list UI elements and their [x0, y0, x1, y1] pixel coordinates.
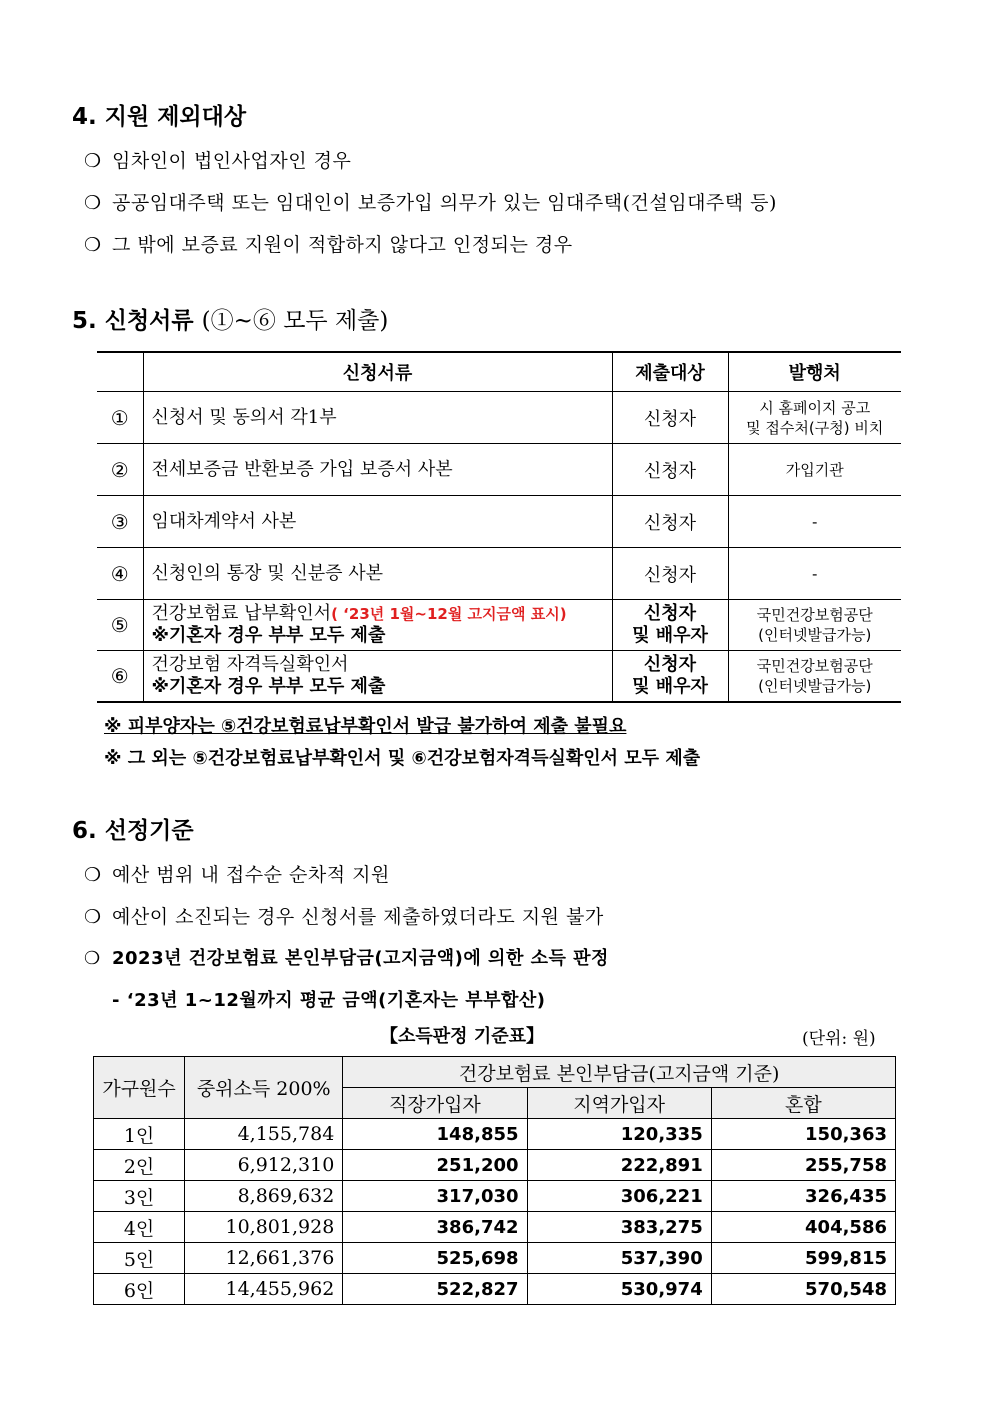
bullet-icon: ❍: [84, 864, 102, 886]
bullet-icon: ❍: [84, 234, 102, 256]
table-row: 2인 6,912,310 251,200 222,891 255,758: [94, 1150, 896, 1181]
table-row: ① 신청서 및 동의서 각1부 신청자 시 홈페이지 공고 및 접수처(구청) 비치: [97, 392, 901, 444]
list-item: ❍ 예산 범위 내 접수순 순차적 지원: [84, 864, 390, 886]
table-title: 【소득판정 기준표】: [380, 1026, 544, 1047]
table-row: 4인 10,801,928 386,742 383,275 404,586: [94, 1212, 896, 1243]
bullet-icon: ❍: [84, 906, 102, 928]
table-row: ⑥ 건강보험 자격득실확인서 ※기혼자 경우 부부 모두 제출 신청자 및 배우자 국민건강보험공단 (인터넷발급가능): [97, 651, 901, 703]
section5-title: 5. 신청서류 (①~⑥ 모두 제출): [72, 308, 389, 334]
list-item: ❍ 예산이 소진되는 경우 신청서를 제출하였더라도 지원 불가: [84, 906, 604, 928]
header-issuer: 발행처: [728, 352, 901, 392]
header-docs: 신청서류: [143, 352, 612, 392]
income-table: 가구원수 중위소득 200% 건강보험료 본인부담금(고지금액 기준) 직장가입자 지역가입자 혼합 1인 4,155,784 148,855 120,335 150,363 2인 6,912,310 251,200 222,891 255,758 3인 8,869,632 317,030 306,221 326,435 4인 10,801,928 386,742 383,275 404,586 5인 12,661,376 525,698 537,390 599,815 6인 14,455,962 522,827 530,974 570,548: [93, 1056, 896, 1305]
table-row: 5인 12,661,376 525,698 537,390 599,815: [94, 1243, 896, 1274]
list-item: ❍ 그 밖에 보증료 지원이 적합하지 않다고 인정되는 경우: [84, 234, 573, 256]
bullet-icon: ❍: [84, 192, 102, 214]
table-row: ④ 신청인의 통장 및 신분증 사본 신청자 -: [97, 548, 901, 600]
list-item: ❍ 2023년 건강보험료 본인부담금(고지금액)에 의한 소득 판정: [84, 948, 609, 969]
section4-title: 4. 지원 제외대상: [72, 104, 247, 130]
table-row: 3인 8,869,632 317,030 306,221 326,435: [94, 1181, 896, 1212]
table-row: 6인 14,455,962 522,827 530,974 570,548: [94, 1274, 896, 1305]
documents-table: [97, 351, 901, 703]
bullet-icon: ❍: [84, 948, 101, 969]
table-row: ⑤ 건강보험료 납부확인서( ‘23년 1월~12월 고지금액 표시) ※기혼자 경우 부부 모두 제출 신청자 및 배우자 국민건강보험공단 (인터넷발급가능): [97, 600, 901, 651]
list-item: ❍ 공공임대주택 또는 임대인이 보증가입 의무가 있는 임대주택(건설임대주택 등): [84, 192, 777, 214]
bullet-icon: ❍: [84, 150, 102, 172]
section6-title: 6. 선정기준: [72, 818, 194, 844]
note-dependents: ※ 피부양자는 ⑤건강보험료납부확인서 발급 불가하여 제출 불필요: [104, 716, 627, 737]
table-row: ③ 임대차계약서 사본 신청자 -: [97, 496, 901, 548]
table-row: ② 전세보증금 반환보증 가입 보증서 사본 신청자 가입기관: [97, 444, 901, 496]
sub-item: - ‘23년 1~12월까지 평균 금액(기혼자는 부부합산): [112, 990, 546, 1011]
table-row: 1인 4,155,784 148,855 120,335 150,363: [94, 1119, 896, 1150]
unit-label: (단위: 원): [802, 1029, 876, 1049]
header-target: 제출대상: [612, 352, 728, 392]
list-item: ❍ 임차인이 법인사업자인 경우: [84, 150, 352, 172]
note-others: ※ 그 외는 ⑤건강보험료납부확인서 및 ⑥건강보험자격득실확인서 모두 제출: [104, 748, 701, 769]
